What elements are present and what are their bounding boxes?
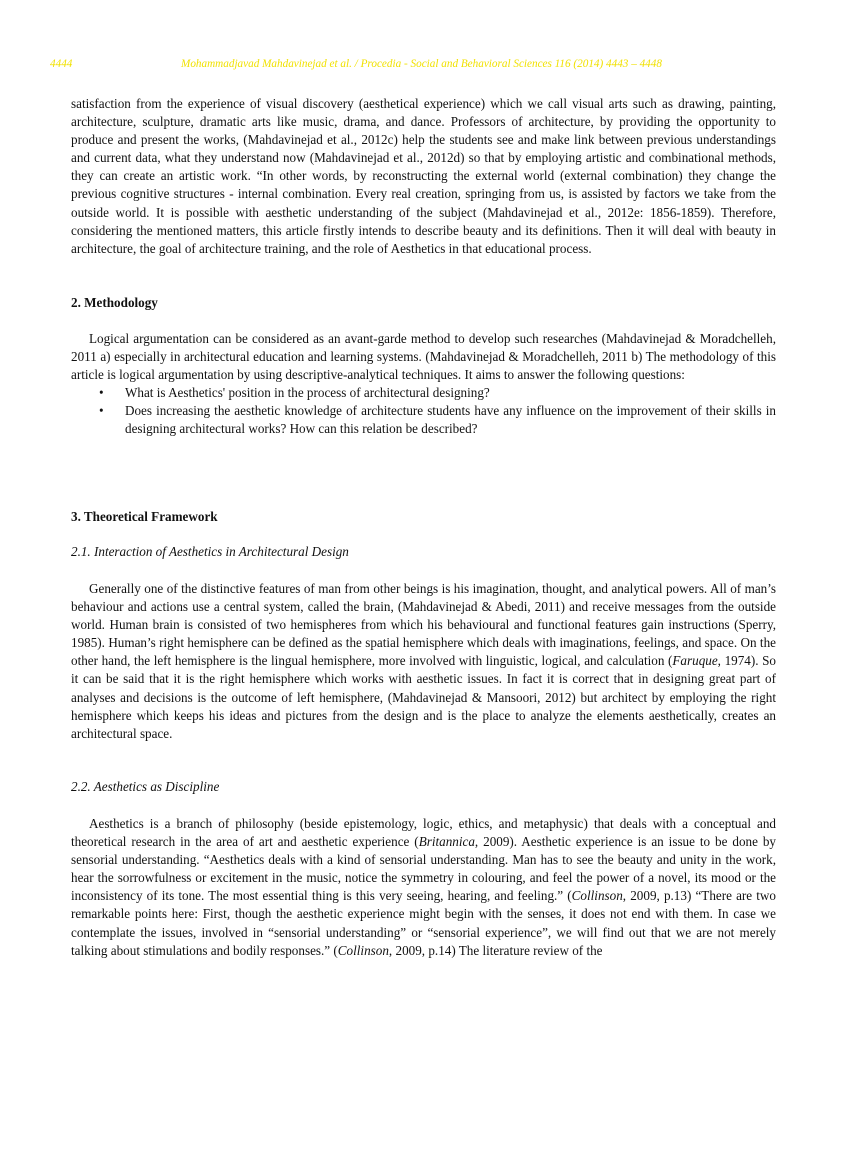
subsection-2-2-heading: 2.2. Aesthetics as Discipline (71, 779, 220, 794)
text-run: , 1974). So it can be said that it is the right hemisphere which works with aesthetic issues. In fact it is correct that in designing great part of analyses and decisions is the outcome of left hemisphere, (Mahdavinejad & Mansoori, 2012) but architect by employing the right hemisphere which keeps his ideas and pictures from the design and is the place to analyze the elements aesthetically, creates an architectural space. (71, 653, 776, 741)
intro-section (71, 95, 776, 258)
interaction-paragraph (71, 580, 776, 743)
methodology-heading: 2. Methodology (71, 295, 158, 310)
bullet-icon: • (99, 385, 104, 401)
framework-heading: 3. Theoretical Framework (71, 509, 218, 524)
discipline-paragraph (71, 815, 776, 960)
text-run: Aesthetics is a branch of philosophy (beside epistemology, logic, ethics, and metaphysic) that deals with a conceptual and theoretical research in the area of art and aesthetic experience ( (71, 816, 776, 850)
italic-citation: Faruque (672, 653, 718, 669)
list-item (71, 384, 776, 402)
research-questions-list (71, 384, 776, 438)
question-text: What is Aesthetics' position in the process of architectural designing? (125, 385, 490, 401)
methodology-section (71, 294, 776, 312)
list-item (71, 402, 776, 438)
page-number: 4444 (50, 58, 73, 70)
subsection-2-2-body (71, 815, 776, 960)
italic-citation: Collinson (337, 942, 389, 958)
text-run: , 2009, p.14) The literature review of the (388, 942, 603, 958)
text-run: , 2009). Aesthetic experience is an issue to be done by sensorial understanding. “Aesthetics deals with a kind of sensorial understanding. Man has to see the beauty and unity in the work, hear the sorrowfulness or excitement in the music, notice the symmetry in colouring, and feel the power of a novel, its mood or the inconsistency of its tone. The most essential thing is this very seeing, hearing, and feeling.” ( (71, 834, 776, 904)
methodology-body (71, 330, 776, 439)
journal-citation: Mohammadjavad Mahdavinejad et al. / Procedia - Social and Behavioral Sciences 116 (2014) 4443 – 4448 (181, 58, 662, 70)
intro-paragraph (71, 95, 776, 258)
framework-section (71, 508, 776, 526)
text-run: satisfaction from the experience of visual discovery (aesthetical experience) which we call visual arts such as drawing, painting, architecture, sculpture, dramatic arts like music, drama, and dance. Professors of architecture, by providing the opportunity to produce and present the works, (Mahdavinejad et al., 2012c) help the students see and make link between previous understandings and current data, what they understand now (Mahdavinejad et al., 2012d) so that by employing artistic and combinational methods, they can create an artistic work. “In other words, by reconstructing the external world (external combination) they change the previous cognitive structures - internal combination. Every real creation, springing from us, is assisted by factors we take from the outside world. It is possible with aesthetic understanding of the subject (Mahdavinejad et al., 2012e: 1856-1859). Therefore, considering the mentioned matters, this article firstly intends to describe beauty and its definitions. Then it will deal with beauty in architecture, the goal of architecture training, and the role of Aesthetics in that educational process. (71, 96, 776, 256)
question-text: Does increasing the aesthetic knowledge of architecture students have any influence on the improvement of their skills in designing architectural works? How can this relation be described? (125, 403, 776, 437)
subsection-2-1-heading: 2.1. Interaction of Aesthetics in Architectural Design (71, 544, 349, 559)
subsection-2-1-body (71, 580, 776, 743)
subsection-2-1 (71, 543, 776, 561)
methodology-paragraph (71, 330, 776, 384)
text-run: Generally one of the distinctive features of man from other beings is his imagination, thought, and analytical powers. All of man’s behaviour and actions use a central system, called the brain, (Mahdavinejad & Abedi, 2011) and receive messages from the outside world. Human brain is consisted of two hemispheres from which his behavioural and functional features gain instructions (Sperry, 1985). Human’s right hemisphere can be defined as the spatial hemisphere which deals with imaginations, feelings, and space. On the other hand, the left hemisphere is the lingual hemisphere, more involved with linguistic, logical, and calculation ( (71, 581, 776, 669)
text-run: Logical argumentation can be considered as an avant-garde method to develop such researches (Mahdavinejad & Moradchelleh, 2011 a) especially in architectural education and learning systems. (Mahdavinejad & Moradchelleh, 2011 b) The methodology of this article is logical argumentation by using descriptive-analytical techniques. It aims to answer the following questions: (71, 331, 776, 383)
bullet-icon: • (99, 403, 104, 419)
italic-citation: Collinson (571, 888, 623, 904)
subsection-2-2 (71, 778, 776, 796)
italic-citation: Britannica (418, 834, 475, 850)
text-run: , 2009, p.13) “There are two remarkable points here: First, though the aesthetic experience might begin with the senses, it does not end with them. In case we contemplate the issues, involved in “sensorial understanding” or “sensorial experience”, we will find out that we are not merely talking about stimulations and bodily responses.” ( (71, 888, 776, 958)
running-header (50, 58, 730, 74)
